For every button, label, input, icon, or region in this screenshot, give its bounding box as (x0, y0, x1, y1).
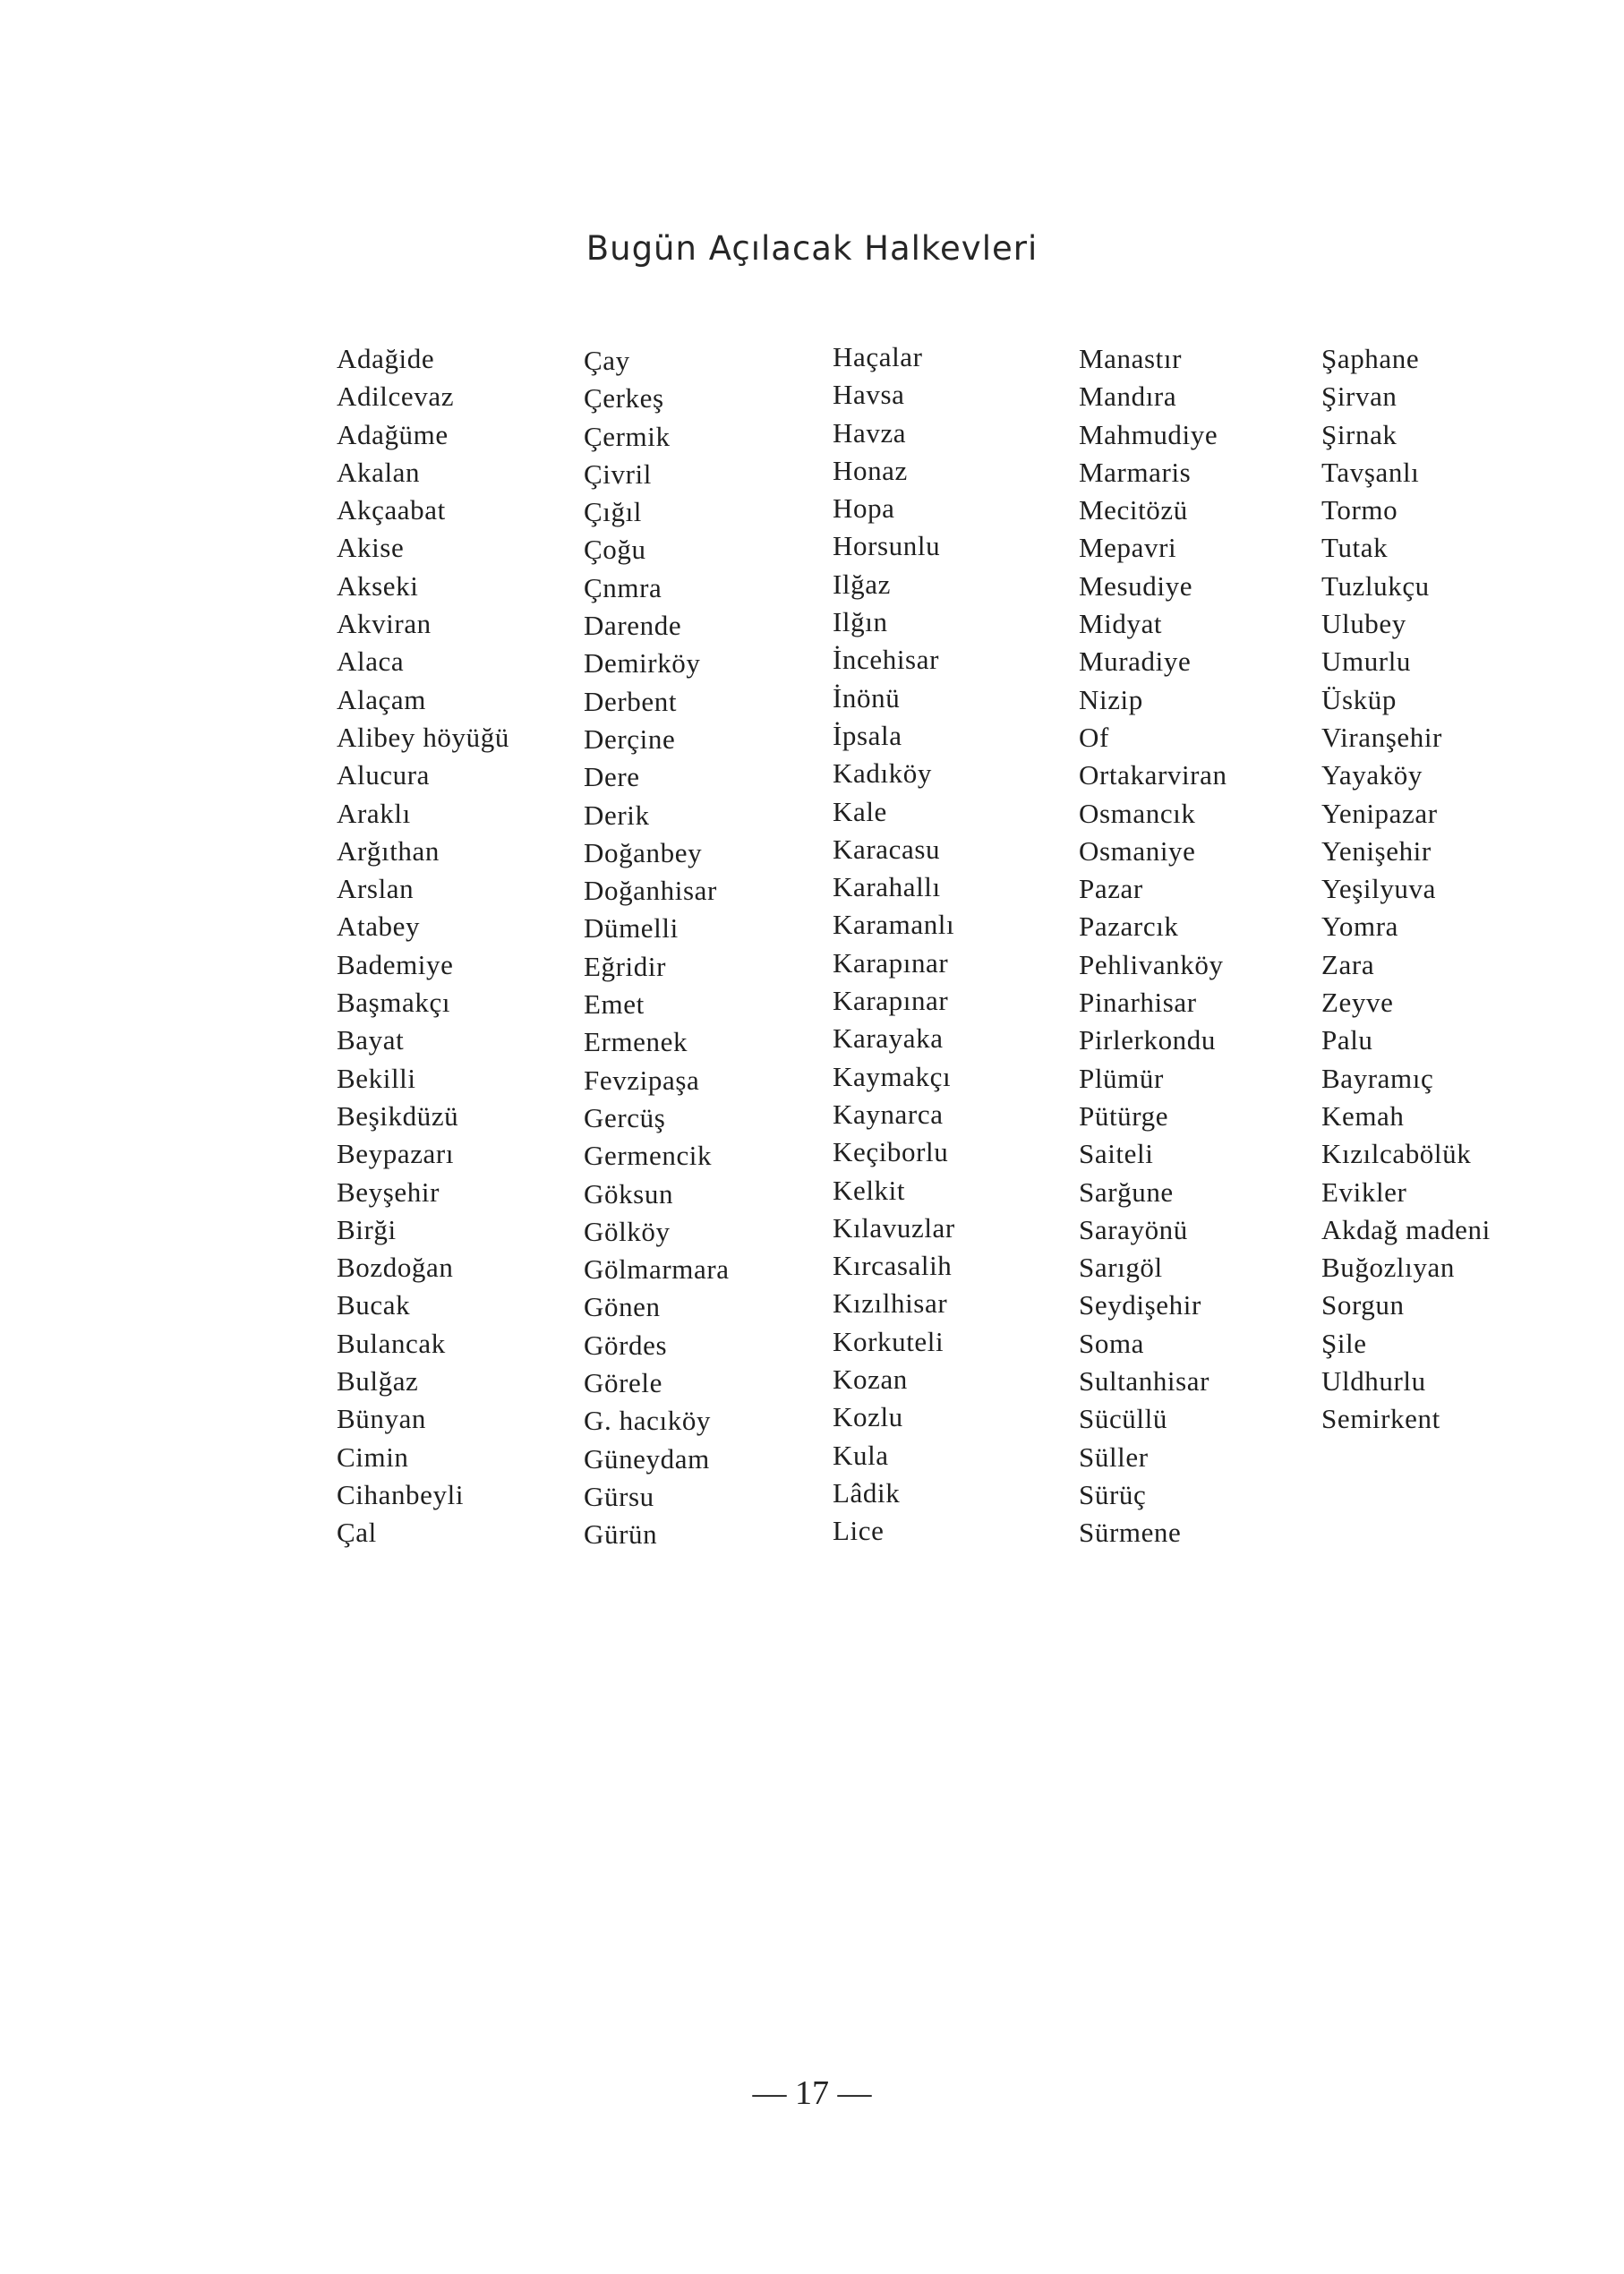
place-name: Kızılcabölük (1321, 1138, 1472, 1170)
place-name: G. hacıköy (584, 1405, 712, 1437)
place-name: Çal (337, 1517, 377, 1549)
place-name: Lice (833, 1515, 885, 1547)
place-name: Bekilli (337, 1062, 416, 1094)
place-name: Yenişehir (1321, 834, 1432, 867)
place-name: Tuzlukçu (1321, 569, 1430, 602)
place-name: Cihanbeyli (337, 1478, 465, 1510)
place-name: Çnmra (584, 571, 662, 603)
place-name: Gördes (584, 1329, 668, 1361)
place-name: Karapınar (833, 985, 949, 1017)
place-name: Çermik (584, 420, 671, 452)
place-name: Muradiye (1079, 645, 1192, 678)
place-name: Akçaabat (337, 494, 446, 526)
place-name: Birği (337, 1213, 397, 1245)
place-name: Umurlu (1321, 645, 1412, 678)
place-name: Of (1079, 721, 1109, 753)
place-name: Marmaris (1079, 456, 1192, 488)
place-name: Atabey (337, 910, 421, 943)
place-name: Palu (1321, 1024, 1373, 1056)
place-name: Osmaniye (1079, 834, 1196, 867)
place-name: Pazar (1079, 873, 1143, 905)
place-name: Kale (833, 795, 887, 827)
place-name: Evikler (1321, 1175, 1407, 1208)
place-name: Ulubey (1321, 608, 1406, 640)
place-name: Fevzipaşa (584, 1064, 700, 1096)
place-name: Darende (584, 610, 682, 642)
place-name: Dere (584, 761, 640, 793)
place-name: Çay (584, 345, 630, 376)
place-name: Yayaköy (1321, 759, 1423, 791)
place-name: Mahmudiye (1079, 418, 1218, 450)
place-name: Derçine (584, 722, 676, 755)
place-name: Yomra (1321, 910, 1398, 943)
place-name: Tutak (1321, 532, 1389, 564)
place-name: Gürsu (584, 1480, 654, 1512)
place-name: Seydişehir (1079, 1289, 1201, 1321)
place-name: Üsküp (1321, 683, 1397, 715)
place-name: Osmancık (1079, 797, 1196, 829)
place-name: Adağide (337, 343, 435, 374)
place-name: Beypazarı (337, 1138, 455, 1170)
place-name: Korkuteli (833, 1325, 944, 1357)
place-name: Saiteli (1079, 1138, 1154, 1170)
place-name: Görele (584, 1367, 662, 1399)
place-name: Gürün (584, 1518, 658, 1551)
place-name: Şaphane (1321, 343, 1420, 374)
place-name: Bulğaz (337, 1365, 419, 1398)
place-name: Germencik (584, 1140, 713, 1172)
place-name: Keçiborlu (833, 1136, 949, 1168)
place-name: Karapınar (833, 946, 949, 979)
place-name: Başmakçı (337, 987, 451, 1019)
place-name: Bozdoğan (337, 1252, 454, 1284)
place-name: Beyşehir (337, 1175, 440, 1208)
place-name: Bayramıç (1321, 1062, 1434, 1094)
place-name: Uldhurlu (1321, 1365, 1426, 1398)
place-name: Sorgun (1321, 1289, 1405, 1321)
place-name: Çerkeş (584, 382, 664, 415)
place-name: Manastır (1079, 343, 1182, 374)
column-1 (337, 340, 509, 1552)
place-name: Plümür (1079, 1062, 1164, 1094)
place-name: Akseki (337, 569, 419, 602)
column-4 (1079, 340, 1227, 1552)
place-name: Adağüme (337, 418, 449, 450)
place-name: Kaynarca (833, 1098, 944, 1130)
column-2 (584, 342, 730, 1554)
place-name: Mecitözü (1079, 494, 1188, 526)
place-name: Kadıköy (833, 757, 932, 790)
place-name: Ilğaz (833, 568, 891, 600)
place-name: Havsa (833, 379, 905, 411)
place-name: Sarğune (1079, 1175, 1174, 1208)
place-name: Zara (1321, 948, 1375, 980)
place-name: Göksun (584, 1177, 674, 1210)
place-name: Karacasu (833, 833, 941, 865)
place-name: Araklı (337, 797, 411, 829)
place-name: Dümelli (584, 912, 679, 945)
place-name: Sultanhisar (1079, 1365, 1210, 1398)
place-name: Yenipazar (1321, 797, 1438, 829)
place-name: Kaymakçı (833, 1060, 952, 1092)
place-name: Çığıl (584, 496, 643, 528)
place-name: Pütürge (1079, 1099, 1169, 1132)
place-name: Eğridir (584, 950, 667, 982)
place-name: Akviran (337, 608, 432, 640)
place-name: Buğozlıyan (1321, 1252, 1455, 1284)
place-name: Alaca (337, 645, 405, 678)
place-name: Şirnak (1321, 418, 1397, 450)
place-name: Sürmene (1079, 1517, 1182, 1549)
column-3 (833, 338, 955, 1551)
place-name: Demirköy (584, 647, 701, 680)
place-name: Bademiye (337, 948, 454, 980)
place-name: Kırcasalih (833, 1250, 953, 1282)
place-name: Bulancak (337, 1327, 446, 1359)
place-name: Kemah (1321, 1099, 1405, 1132)
place-name: Kula (833, 1439, 889, 1471)
place-name: Sürüç (1079, 1478, 1147, 1510)
place-name: Alucura (337, 759, 431, 791)
place-name: Derik (584, 799, 650, 831)
place-name: Kelkit (833, 1174, 906, 1206)
place-name: Sarıgöl (1079, 1252, 1163, 1284)
column-5 (1321, 340, 1491, 1439)
place-name: Cimin (337, 1440, 409, 1473)
place-name: Akise (337, 532, 405, 564)
place-name: Adilcevaz (337, 380, 455, 413)
place-name: Yeşilyuva (1321, 873, 1436, 905)
place-name: Beşikdüzü (337, 1099, 459, 1132)
place-name: Kılavuzlar (833, 1211, 955, 1244)
place-name: Bünyan (337, 1403, 427, 1435)
place-name: Güneydam (584, 1442, 710, 1475)
place-name: Derbent (584, 685, 678, 717)
place-name: Lâdik (833, 1476, 901, 1509)
place-name: Hopa (833, 492, 895, 525)
place-name: Tavşanlı (1321, 456, 1420, 488)
place-name: Pirlerkondu (1079, 1024, 1216, 1056)
place-name: Gölmarmara (584, 1253, 730, 1286)
place-name: Semirkent (1321, 1403, 1440, 1435)
place-name: Sücüllü (1079, 1403, 1167, 1435)
place-name: Ermenek (584, 1026, 688, 1058)
place-name: Karayaka (833, 1022, 944, 1055)
place-name: Horsunlu (833, 530, 941, 562)
place-name: Pinarhisar (1079, 987, 1197, 1019)
place-name: Süller (1079, 1440, 1149, 1473)
place-name: Soma (1079, 1327, 1145, 1359)
place-name: Çoğu (584, 534, 646, 566)
place-name: Alaçam (337, 683, 426, 715)
place-name: Sarayönü (1079, 1213, 1188, 1245)
place-name: Pehlivanköy (1079, 948, 1224, 980)
place-name: Doğanbey (584, 836, 703, 868)
place-name: Arğıthan (337, 834, 440, 867)
place-name: Tormo (1321, 494, 1398, 526)
place-name: İpsala (833, 719, 902, 751)
place-name: Gercüş (584, 1101, 666, 1133)
page-number: — 17 — (752, 2074, 872, 2112)
place-name: Akalan (337, 456, 421, 488)
place-name: İnönü (833, 681, 901, 714)
place-name: Ortakarviran (1079, 759, 1227, 791)
place-name: Şile (1321, 1327, 1367, 1359)
place-name: Kızılhisar (833, 1287, 948, 1320)
place-name: Kozlu (833, 1401, 903, 1433)
place-name: Honaz (833, 454, 908, 486)
place-name: Karahallı (833, 871, 941, 903)
place-name: Mandıra (1079, 380, 1177, 413)
place-name: Kozan (833, 1364, 908, 1396)
place-name: Bayat (337, 1024, 405, 1056)
place-name: İncehisar (833, 644, 940, 676)
place-name: Ilğın (833, 606, 888, 638)
place-name: Arslan (337, 873, 415, 905)
place-name: Haçalar (833, 341, 923, 372)
place-name: Zeyve (1321, 987, 1394, 1019)
place-name: Akdağ madeni (1321, 1213, 1491, 1245)
place-name: Viranşehir (1321, 721, 1442, 753)
place-name: Bucak (337, 1289, 411, 1321)
place-name: Havza (833, 416, 907, 449)
place-name: Alibey höyüğü (337, 721, 509, 753)
place-name: Mesudiye (1079, 569, 1193, 602)
place-name: Midyat (1079, 608, 1163, 640)
place-name: Karamanlı (833, 909, 955, 941)
place-name: Gölköy (584, 1215, 671, 1247)
place-name: Şirvan (1321, 380, 1397, 413)
place-name: Gönen (584, 1291, 661, 1323)
page-title: Bugün Açılacak Halkevleri (585, 229, 1039, 268)
place-name: Nizip (1079, 683, 1143, 715)
place-name-list (0, 340, 1624, 1594)
place-name: Doğanhisar (584, 875, 717, 907)
place-name: Emet (584, 988, 645, 1021)
place-name: Mepavri (1079, 532, 1177, 564)
place-name: Çivril (584, 457, 652, 490)
place-name: Pazarcık (1079, 910, 1179, 943)
